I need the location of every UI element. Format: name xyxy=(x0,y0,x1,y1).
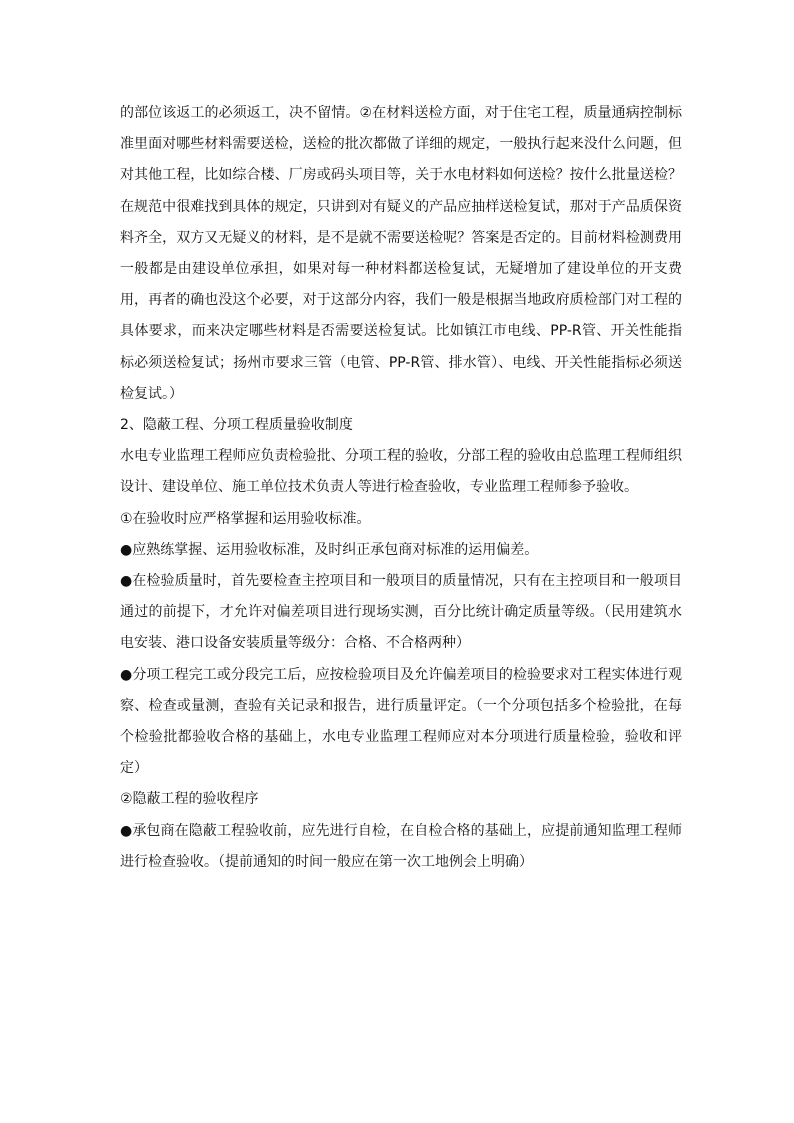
bullet-contractor-self-check: ●承包商在隐蔽工程验收前，应先进行自检，在自检合格的基础上，应提前通知监理工程师进行检查验收。（提前通知的时间一般应在第一次工地例会上明确） xyxy=(120,822,682,870)
subheading-acceptance-standards: ①在验收时应严格掌握和运用验收标准。 xyxy=(120,510,371,527)
bullet-quality-inspection: ●在检验质量时，首先要检查主控项目和一般项目的质量情况，只有在主控项目和一般项目通过的前提下，才允许对偏差项目进行现场实测，百分比统计确定质量等级。（民用建筑水电安装、港口设备安装质量等级分：合格、不合格两种） xyxy=(120,573,682,652)
paragraph-acceptance-responsibility: 水电专业监理工程师应负责检验批、分项工程的验收，分部工程的验收由总监理工程师组织设计、建设单位、施工单位技术负责人等进行检查验收，专业监理工程师参予验收。 xyxy=(120,448,682,496)
section-heading-acceptance-system: 2、隐蔽工程、分项工程质量验收制度 xyxy=(120,417,353,434)
document-body xyxy=(120,98,682,878)
subheading-concealed-work-procedure: ②隐蔽工程的验收程序 xyxy=(120,791,259,808)
paragraph-material-inspection: 的部位该返工的必须返工，决不留情。②在材料送检方面，对于住宅工程，质量通病控制标准里面对哪些材料需要送检，送检的批次都做了详细的规定，一般执行起来没什么问题，但对其他工程，比如综合楼、厂房或码头项目等，关于水电材料如何送检？按什么批量送检？在规范中很难找到具体的规定，只讲到对有疑义的产品应抽样送检复试，那对于产品质保资料齐全，双方又无疑义的材料，是不是就不需要送检呢？答案是否定的。目前材料检测费用一般都是由建设单位承担，如果对每一种材料都送检复试，无疑增加了建设单位的开支费用，再者的确也没这个必要，对于这部分内容，我们一般是根据当地政府质检部门对工程的具体要求，而来决定哪些材料是否需要送检复试。比如镇江市电线、PP-R管、开关性能指标必须送检复试；扬州市要求三管（电管、PP-R管、排水管）、电线、开关性能指标必须送检复试。） xyxy=(120,105,682,402)
bullet-master-standards: ●应熟练掌握、运用验收标准，及时纠正承包商对标准的运用偏差。 xyxy=(120,541,539,558)
bullet-subitem-completion: ●分项工程完工或分段完工后，应按检验项目及允许偏差项目的检验要求对工程实体进行观察、检查或量测，查验有关记录和报告，进行质量评定。（一个分项包括多个检验批，在每个检验批都验收合格的基础上，水电专业监理工程师应对本分项进行质量检验，验收和评定） xyxy=(120,666,682,777)
